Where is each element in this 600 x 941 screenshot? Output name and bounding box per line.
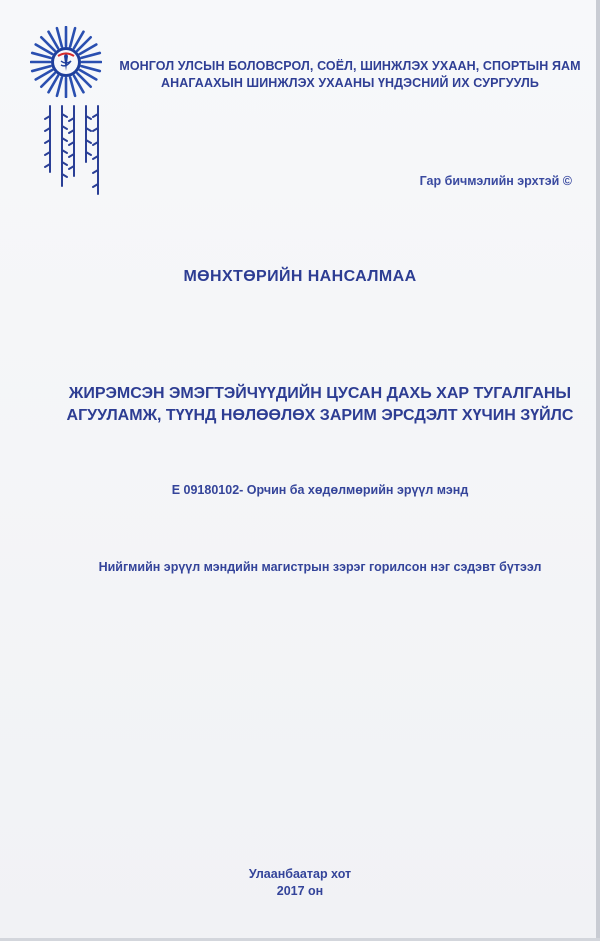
degree-statement: Нийгмийн эрүүл мэндийн магистрын зэрэг горилсон нэг сэдэвт бүтээл [98, 560, 542, 574]
place-and-year [0, 866, 600, 900]
author-name: МӨНХТӨРИЙН НАНСАЛМАА [183, 268, 417, 285]
thesis-title [40, 383, 600, 427]
year: 2017 он [276, 884, 324, 898]
specialty-code: Е 09180102- Орчин ба хөдөлмөрийн эрүүл мэнд [171, 483, 469, 497]
thesis-title-line-2: АГУУЛАМЖ, ТҮҮНД НӨЛӨӨЛӨХ ЗАРИМ ЭРСДЭЛТ ХҮЧИН ЗҮЙЛС [66, 407, 574, 424]
page-edge-right [596, 0, 600, 941]
university-emblem-icon [30, 26, 102, 98]
ministry-name: МОНГОЛ УЛСЫН БОЛОВСРОЛ, СОЁЛ, ШИНЖЛЭХ УХААН, СПОРТЫН ЯАМ [119, 59, 581, 73]
thesis-title-line-1: ЖИРЭМСЭН ЭМЭГТЭЙЧҮҮДИЙН ЦУСАН ДАХЬ ХАР ТУГАЛГАНЫ [68, 385, 572, 402]
institution-header [110, 58, 590, 92]
copyright-notice: Гар бичмэлийн эрхтэй © [419, 174, 572, 188]
mongolian-script-emblem [40, 102, 104, 202]
university-name: АНАГААХЫН ШИНЖЛЭХ УХААНЫ ҮНДЭСНИЙ ИХ СУРГУУЛЬ [161, 76, 539, 90]
city: Улаанбаатар хот [248, 867, 352, 881]
